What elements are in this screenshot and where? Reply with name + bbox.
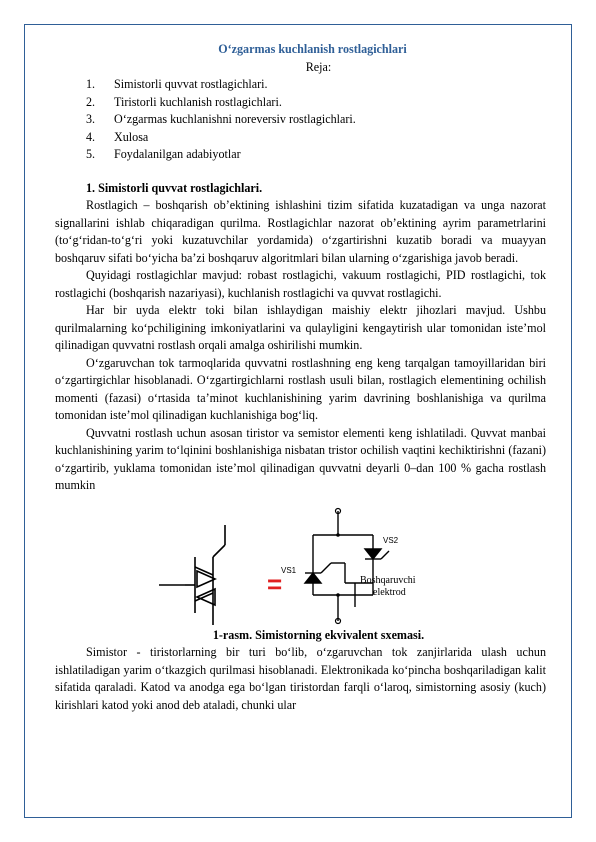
circuit-diagram <box>55 501 546 627</box>
paragraph: Har bir uyda elektr toki bilan ishlaydigan maishiy elektr jihozlari mavjud. Ushbu qurilmalarning ko‘pchiligining imkoniyatlarini va qulayligini kengaytirish ular tomonidan iste’mol qilinadigan quvvatni rostlash orqali amalga oshirilishi mumkin. <box>55 303 546 352</box>
paragraph: Simistor - tiristorlarning bir turi bo‘lib, o‘zgaruvchan tok zanjirlarida ulash uchun ishlatiladigan yarim o‘tkazgich qurilmasi hisoblanadi. Elektronikada ko‘pincha boshqariladigan kalit sifatida qaraladi. Katod va anodga ega bo‘lgan tiristordan farqli o‘laroq, simistorning asosiy (kuch) kirishlari katod yoki anod deb ataladi, chunki ular <box>55 645 546 712</box>
plan-item-number: 2. <box>86 94 96 109</box>
plan-item-text: Simistorli quvvat rostlagichlari. <box>114 77 268 91</box>
plan-item <box>86 94 546 112</box>
paragraph: Rostlagich – boshqarish ob’ektining ishlashini tizim sifatida kuzatadigan va unga nazorat signallarini ishlab chiqaradigan qurilma. Rostlagichlar nazorat ob’ektining ayrim parametrlarini (to‘g‘ridan-to‘g‘ri yoki kuzatuvchilar yordamida) o‘zgartirishni kuzatib boradi va muayyan boshqaruv sifati bo‘yicha ba’zi boshqaruv algoritmlari bilan ularning o‘zgarishiga javob beradi. <box>55 198 546 265</box>
control-label-line2: elektrod <box>373 586 406 598</box>
equals-sign: = <box>267 568 283 599</box>
vs2-label: VS2 <box>383 535 399 545</box>
plan-item-number: 3. <box>86 112 96 126</box>
paragraph: O‘zgaruvchan tok tarmoqlarida quvvatni rostlashning eng keng tarqalgan tamoyillaridan biri o‘zgartirgichlar hisoblanadi. O‘zgartirgichlarni rostlash usuli bilan, rostlagich elementining ochilish momenti (fazasi) o‘rtasida ta’minot kuchlanishining yarim davrining boshlanishiga va qurilma tomonidan iste’mol qilinadigan kuchlanishiga bog‘liq. <box>55 355 546 422</box>
plan-item <box>86 76 546 94</box>
document-body <box>55 41 546 714</box>
document-title: O‘zgarmas kuchlanish rostlagichlari <box>218 42 407 56</box>
plan-item-text: Foydalanilgan adabiyotlar <box>114 147 241 161</box>
plan-item-number: 1. <box>86 77 96 91</box>
junction-top-icon <box>336 533 340 537</box>
paragraph: Quyidagi rostlagichlar mavjud: robast rostlagichi, vakuum rostlagichi, PID rostlagichi, tok rostlagichi (boshqarish nazariyasi), kuchlanish rostlagichi va quvvat rostlagichi. <box>55 268 546 300</box>
plan-item <box>86 111 546 129</box>
plan-item-text: Xulosa <box>114 129 149 144</box>
plan-item-text: Tiristorli kuchlanish rostlagichlari. <box>114 94 282 109</box>
plan-item-text: O‘zgarmas kuchlanishni noreversiv rostlagichlari. <box>114 112 356 126</box>
vs1-label: VS1 <box>281 565 297 575</box>
plan-item-number: 4. <box>86 129 96 144</box>
simistor-equivalent-figure <box>55 501 546 627</box>
control-label-line1: Boshqaruvchi <box>360 574 416 586</box>
thyristor-pair-icon <box>305 511 389 621</box>
plan-item <box>86 146 546 164</box>
triac-symbol-icon <box>159 525 225 625</box>
plan-item <box>86 129 546 147</box>
section-heading: 1. Simistorli quvvat rostlagichlari. <box>86 180 263 195</box>
junction-bottom-icon <box>336 593 340 597</box>
figure-caption: 1-rasm. Simistorning ekvivalent sxemasi. <box>212 627 425 642</box>
plan-item-number: 5. <box>86 147 96 161</box>
plan-list <box>55 76 546 164</box>
paragraph: Quvvatni rostlash uchun asosan tiristor va semistor elementi keng ishlatiladi. Quvvat manbai kuchlanishining yarim to‘lqinini boshlanishiga nisbatan tristor ochilish vaqtini kechiktirishni (fazani) o‘zgartirib, yuklama tomonidan iste’mol qilinadigan quvvatni deyarli 0–dan 100 % gacha rostlash mumkin <box>55 425 546 492</box>
plan-label: Reja: <box>305 59 332 74</box>
